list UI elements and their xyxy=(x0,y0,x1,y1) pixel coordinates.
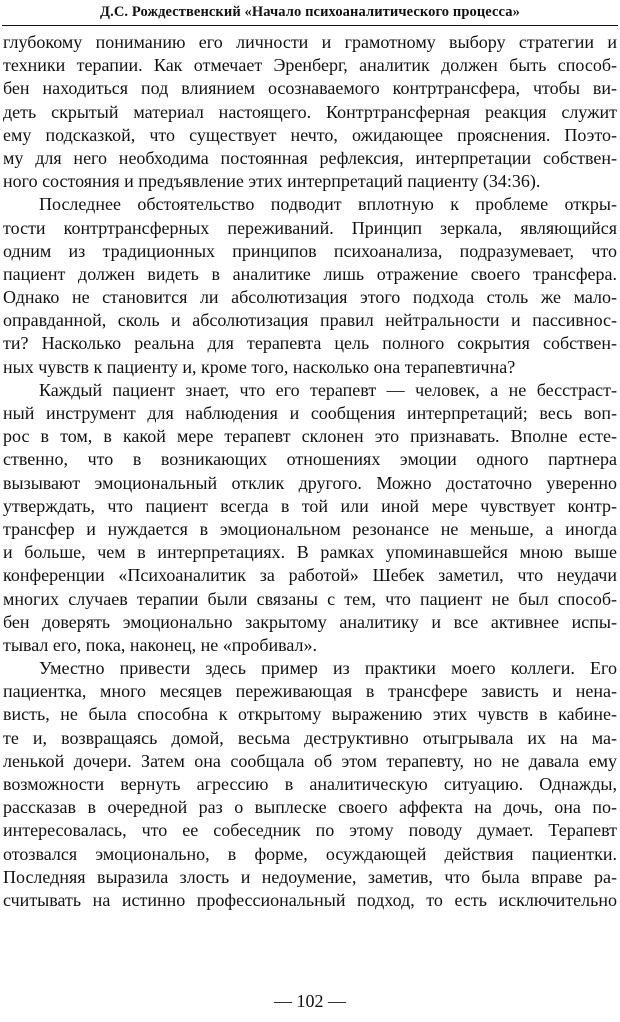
text-line: ственно, что в возникающих отношениях эмоции одного партнера xyxy=(3,449,617,470)
running-header: Д.С. Рождественский «Начало психоаналитического процесса» xyxy=(100,4,520,20)
text-line: деть скрытый материал настоящего. Контртрансферная реакция служит xyxy=(3,101,617,122)
body-text xyxy=(3,31,617,912)
text-line: висть, не была способна к открытому выражению этих чувств в кабине- xyxy=(3,704,617,725)
text-line: ных чувств к пациенту и, кроме того, насколько она терапевтична? xyxy=(3,356,516,377)
text-line: трансфер и нуждается в эмоциональном резонансе не меньше, а иногда xyxy=(3,518,617,539)
text-line: пациент должен видеть в аналитике лишь отражение своего трансфера. xyxy=(3,263,617,284)
text-line: Каждый пациент знает, что его терапевт — человек, а не бесстраст- xyxy=(39,379,617,400)
text-line: ный инструмент для наблюдения и сообщения интерпретаций; весь воп- xyxy=(3,403,617,423)
text-line: глубокому пониманию его личности и грамотному выбору стратегии и xyxy=(3,32,617,52)
paragraph xyxy=(3,379,617,657)
text-line: рос в том, в какой мере терапевт склонен это признавать. Вполне есте- xyxy=(3,426,617,447)
text-line: оправданной, сколь и абсолютизация правил нейтральности и пассивнос- xyxy=(3,310,617,331)
text-line: ного состояния и предъявление этих интерпретаций пациенту (34:36). xyxy=(3,171,541,192)
text-line: техники терапии. Как отмечает Эренберг, аналитик должен быть способ- xyxy=(3,55,617,76)
text-line: ленькой дочери. Затем она сообщала об этом терапевту, но не давала ему xyxy=(3,750,617,771)
text-line: ти? Насколько реальна для терапевта цель полного сокрытия собствен- xyxy=(3,333,617,354)
page-number: — 102 — xyxy=(274,991,346,1011)
text-line: Уместно привести здесь пример из практики моего коллеги. Его xyxy=(39,658,617,679)
text-line: отозвался эмоционально, в форме, осуждающей действия пациентки. xyxy=(3,843,617,864)
text-line: рассказав в очередной раз о выплеске своего аффекта на дочь, она по- xyxy=(3,797,617,818)
text-line: бен находиться под влиянием осознаваемого контртрансфера, чтобы ви- xyxy=(3,78,617,99)
text-line: ему подсказкой, что существует нечто, ожидающее прояснения. Поэто- xyxy=(3,124,617,145)
text-line: Последнее обстоятельство подводит вплотную к проблеме откры- xyxy=(39,194,617,215)
header-rule xyxy=(2,25,618,26)
text-line: те и, возвращаясь домой, весьма деструктивно отыгрывала их на ма- xyxy=(3,727,617,748)
text-line: му для него необходима постоянная рефлексия, интерпретации собствен- xyxy=(3,147,617,168)
text-line: Однако не становится ли абсолютизация этого подхода столь же мало- xyxy=(3,287,617,308)
text-line: одним из традиционных принципов психоанализа, подразумевает, что xyxy=(3,240,617,261)
text-line: бен доверять эмоционально закрытому аналитику и все активнее испы- xyxy=(3,611,617,632)
text-line: тывал его, пока, наконец, не «пробивал». xyxy=(3,634,318,655)
text-line: конференции «Психоаналитик за работой» Шебек заметил, что неудачи xyxy=(3,565,617,586)
paragraph xyxy=(3,31,617,193)
text-line: тости контртрансферных переживаний. Принцип зеркала, являющийся xyxy=(3,217,617,238)
paragraph xyxy=(3,657,617,912)
text-line: считывать на истинно профессиональный подход, то есть исключительно xyxy=(3,889,617,910)
text-line: Последняя выразила злость и недоумение, заметив, что была вправе ра- xyxy=(3,866,617,887)
text-line: многих случаев терапии были связаны с тем, что пациент не был способ- xyxy=(3,588,617,609)
text-line: интересовалась, что ее собеседник по этому поводу думает. Терапевт xyxy=(3,820,617,841)
paragraph xyxy=(3,193,617,379)
text-line: и больше, чем в интерпретациях. В рамках упоминавшейся мною выше xyxy=(3,542,617,563)
text-line: пациентка, много месяцев переживающая в трансфере зависть и нена- xyxy=(3,681,617,702)
text-line: вызывают эмоциональный отклик другого. Можно достаточно уверенно xyxy=(3,472,617,493)
text-line: возможности вернуть агрессию в аналитическую ситуацию. Однажды, xyxy=(3,774,617,794)
text-line: утверждать, что пациент всегда в той или иной мере чувствует контр- xyxy=(3,495,617,516)
